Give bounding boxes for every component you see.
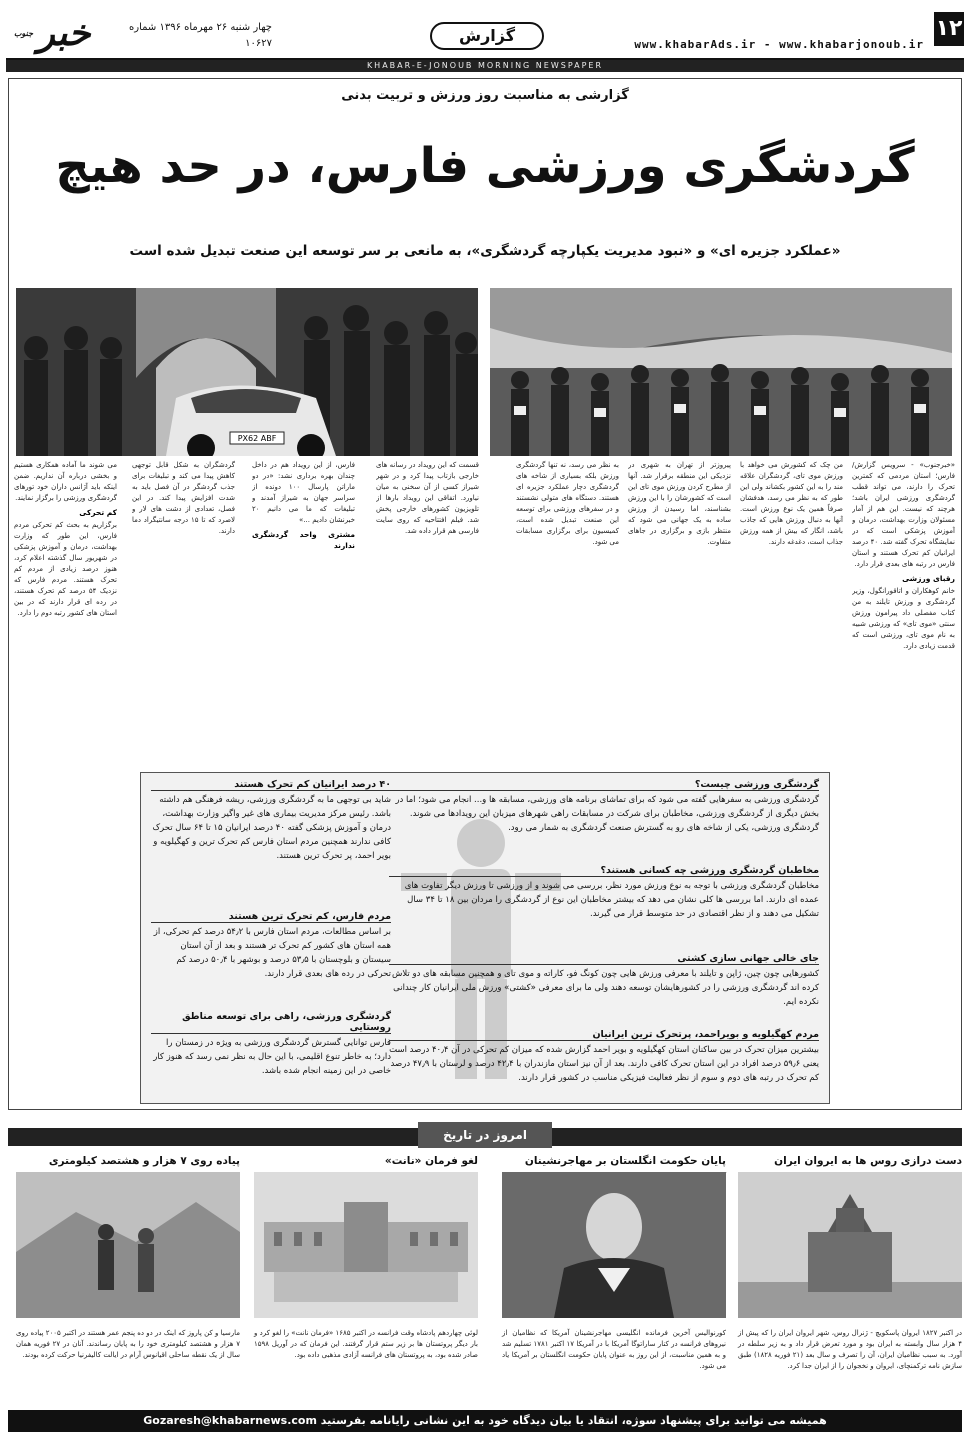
history-item-title: لغو فرمان «نانت»: [384, 1155, 478, 1167]
article-column-1: [852, 460, 955, 1120]
column-text: گردشگران به شکل قابل توجهی کاهش پیدا می کند و تبلیغات برای جذب گردشگر در آن فصل باید به شدت افزایش پیدا کند. در این فصل، تعدادی از دشت های لار و لاصرد که تا ۱۵ درجه سانتیگراد دما دارند.: [132, 461, 235, 535]
history-item-3: [254, 1152, 478, 1420]
article-column-3: [628, 460, 731, 756]
newspaper-strap: KHABAR-E-JONOUB MORNING NEWSPAPER: [6, 60, 964, 72]
info-title: مردم فارس، کم تحرک ترین هستند: [151, 911, 391, 923]
info-title: ۴۰ درصد ایرانیان کم تحرک هستند: [151, 779, 391, 791]
article-column-6: [252, 460, 355, 756]
history-item-title: پایان حکومت انگلستان بر مهاجرنشینان: [524, 1155, 726, 1167]
column-text: من چک که کشورش می خواهد با ورزش موی تای، گردشگران علاقه مند را به این کشور بکشاند ولی این طور که به نظر می رسد، هدفشان صرفاً همین یک نوع ورزش است. آنها به دنبال ورزش هایی که جاذب باشد، انگار که بیش از همه ورزش جذاب است، دغدغه دارند.: [740, 461, 843, 546]
article-column-2: [740, 460, 843, 756]
logo-text: خبر: [37, 12, 91, 54]
article-column-8: [14, 460, 117, 1120]
info-text: کشورهایی چون چین، ژاپن و تایلند با معرفی ورزش هایی چون کونگ فو، کاراته و موی تای و همچنین مسابقه های دو تلاش کرده اند گردشگری ورزشی را در کشورهایشان توسعه دهند ولی ما برای معرفی «کشتی» ورزش ملی ایرانیان کار چندانی نکرده ایم.: [391, 969, 819, 1007]
info-title: مخاطبان گردشگری ورزشی چه کسانی هستند؟: [389, 865, 819, 877]
info-title: جای خالی جهانی سازی کشتی: [389, 953, 819, 965]
website-links[interactable]: www.khabarAds.ir - www.khabarjonoub.ir: [634, 38, 924, 51]
logo-subtitle: جنوب: [14, 28, 34, 38]
history-title: امروز در تاریخ: [418, 1122, 552, 1148]
marathon-runners-photo: [490, 288, 952, 456]
info-text: گردشگری ورزشی به سفرهایی گفته می شود که برای تماشای برنامه های ورزشی، مسابقه ها و... انجام می شود؛ اما در بخش دیگری از گردشگری ورزشی، مخاطبان برای شرکت در مسابقات راهی شهرهای میزبان این رویدادها می شوند. گردشگری ورزشی، یکی از شاخه های رو به گسترش صنعت گردشگری به شمار می رود.: [395, 795, 819, 833]
history-item-4: [16, 1152, 240, 1420]
info-text: مخاطبان گردشگری ورزشی با توجه به نوع ورزش مورد نظر، بررسی می شوند و از ورزشی تا ورزش دیگر تفاوت های عمده ای دارند. اما بررسی ها کلی نشان می دهد که بیشتر مخاطبان این نوع از گردشگری را مردان بین ۱۸ تا ۳۴ سال تشکیل می دهند و از نظر اقتصادی در حد متوسط قرار می گیرند.: [404, 881, 819, 919]
license-plate-text: PX62 ABF: [237, 434, 277, 443]
column-text: می شوند ما آماده همکاری هستیم و بخشی درباره آن نداریم. ضمن اینکه باید آژانس داران خود تورهای گردشگری ورزشی را برگزار نمایند.: [14, 461, 117, 502]
column-text: «خبرجنوب» - سرویس گزارش/ فارس؛ استان مردمی که کمترین تحرک را دارند، می تواند قطب گردشگری ورزشی ایران باشد؛ هرچند که نیست. این هم از آمار مسئولان وزارت بهداشت، درمان و آموزش پزشکی است که در نمایشگاه تحرک گفته شد. ۴۰ درصد ایرانیان کم تحرک هستند و استان فارس در رتبه های بعدی قرار دارد.: [852, 461, 955, 568]
page-number: ۱۲: [934, 12, 964, 46]
section-label: گزارش: [430, 22, 544, 50]
column-text: فارس، از این رویداد هم در داخل چندان بهره برداری نشد: «در دو ماراتن پارسال ۱۰۰ دونده از سراسر جهان به شیراز آمدند و تبلیغات که ما می دانیم ۲۰ خبرنشان دادیم ...»: [252, 461, 355, 524]
column-text: پیروزتر از تهران به شهری در نزدیکی این منطقه برقرار شد. آنها از مطرح کردن ورزش موی تای این است که کشورشان را با این ورزش بشناسند، اما رسیدن از ورزش ساده به یک جهانی می شود که منتظر بازی و برگزاری در جاهای متفاوت.: [628, 461, 731, 546]
footer-contact[interactable]: همیشه می توانید برای پیشنهاد سوژه، انتقاد یا بیان دیدگاه خود به این نشانی رایانامه بفرستید Gozaresh@khabarnews.com: [8, 1410, 962, 1432]
history-item-text: لوئی چهاردهم پادشاه وقت فرانسه در اکتبر ۱۶۸۵ «فرمان نانت» را لغو کرد و بار دیگر پروتستان ها بر زیر ستم قرار گرفتند. این فرمان که در آوریل ۱۵۹۸ صادر شده بود، به پروتستان های فرانسه آزادی مذهبی داده بود.: [254, 1329, 478, 1359]
history-item-1: [738, 1152, 962, 1420]
infographic-box: [140, 772, 830, 1104]
info-text: فارس توانایی گسترش گردشگری ورزشی به ویژه در زمستان را دارد؛ به خاطر تنوع اقلیمی، با این حال به نظر نمی رسد که هنوز کار خاصی در این زمینه انجام شده باشد.: [153, 1038, 391, 1076]
info-block-kohgiluyeh: [389, 1029, 819, 1085]
info-title: مردم کهگیلویه و بویراحمد، پرتحرک ترین ایرانیان: [389, 1029, 819, 1041]
info-block-fars-least-active: [151, 911, 391, 981]
article-headline: گردشگری ورزشی فارس، در حد هیچ: [55, 138, 915, 194]
history-item-text: کورنوالیس آخرین فرمانده انگلیسی مهاجرنشینان آمریکا که نظامیان از نیروهای فرانسه در کنار ساراتوگا آمریکا با در آمریکا ۱۷ اکتبر ۱۷۸۱ تسلیم شد و به همین مناسبت، از این روز به عنوان پایان حکومت انگلستان بر آمریکا یاد می شود.: [502, 1329, 726, 1370]
info-block-what-is: [389, 779, 819, 835]
column-subheading: رقبای ورزشی: [902, 574, 955, 583]
info-text: بیشترین میزان تحرک در بین ساکنان استان کهگیلویه و بویر احمد گزارش شده که میزان کم تحرکی در آن ۴۰٫۴ درصد است یعنی ۵۹٫۶ درصد افراد در این استان تحرک کافی دارند. بعد از آن نیز استان مازندران با ۴۲٫۴ درصد و لرستان با ۴۷٫۹ درصد کم تحرک در رتبه های دوم و سوم از نظر فعالیت فیزیکی مناسب در کشور قرار دارند.: [389, 1045, 819, 1083]
history-item-text: مارسیا و کن پاروز که اینک در دو ده پنجم عمر هستند در اکتبر ۲۰۰۵ پیاده روی ۷ هزار و هشتصد کیلومتری خود را به پایان رساندند. آنان در ۲۷ فوریه همان سال از یک نقطه ساحلی اقیانوس آرام در ایالت کالیفرنیا حرکت کرده بودند.: [16, 1329, 240, 1359]
column-text: به نظر می رسد، نه تنها گردشگری ورزش بلکه بسیاری از شاخه های گردشگری دچار عملکرد جزیره ای هستند. دستگاه های متولی نشستند و در سفرهای ورزشی برای توسعه این صنعت تبدیل شده است، کمیسیون برای برگزاری مسابقات می شود.: [516, 461, 619, 546]
history-item-2: [502, 1152, 726, 1420]
info-text: بر اساس مطالعات، مردم استان فارس با ۵۴٫۲ درصد کم تحرکی، از همه استان های کشور کم تحرک تر هستند و بعد از آن استان سیستان و بلوچستان با ۵۳٫۵ درصد و بوشهر با ۵۰٫۴ درصد کم تحرکی در رده های بعدی قرار دارند.: [153, 927, 391, 979]
column-text: برگزاریم به بحث کم تحرکی مردم فارس، این طور که وزارت بهداشت، درمان و آموزش پزشکی در شهریور سال گذشته اعلام کرد، هنوز درصد زیادی از مردم کم تحرک هستند. مردم فارس که نزدیک ۵۴ درصد کم تحرک هستند، در رده ای قرار دارند که در بین استان های کشور رتبه دوم را دارد.: [14, 521, 117, 617]
rally-car-photo: [16, 288, 478, 456]
article-column-7: [132, 460, 235, 756]
history-item-text: در اکتبر ۱۸۲۷ ایروان پاسکویچ - ژنرال روس، شهر ایروان ایران را که پیش از ۴ هزار سال وابسته به ایران بود و مورد تعرض قرار داد و به زیر سلطه در آورد. به سبب نظامیان ایران، آن را تصرف و سال بعد (۲۱ فوریه ۱۸۲۸) طبق سازش نامه ترکمنچای، ایروان و نخجوان را از ایران جدا کرد.: [738, 1329, 963, 1370]
info-title: گردشگری ورزشی چیست؟: [389, 779, 819, 791]
palace-engraving: [254, 1172, 478, 1318]
issue-dateline: چهار شنبه ۲۶ مهرماه ۱۳۹۶ شماره ۱۰۶۲۷: [129, 22, 272, 49]
article-column-5: [376, 460, 479, 756]
column-subheading: کم تحرکی: [79, 508, 117, 517]
church-photo: [738, 1172, 962, 1318]
info-block-rural-development: [151, 1011, 391, 1078]
cornwallis-portrait: [502, 1172, 726, 1318]
article-column-4: [516, 460, 619, 756]
history-item-title: دست درازی روس ها به ایروان ایران: [774, 1155, 962, 1167]
column-subheading: مشتری واحد گردشگری ندارند: [252, 530, 355, 550]
info-title: گردشگری ورزشی، راهی برای توسعه مناطق روستایی: [151, 1011, 391, 1034]
info-block-inactive-iranians: [151, 779, 391, 863]
newspaper-logo: [10, 12, 118, 54]
info-block-wrestling: [389, 953, 819, 1009]
column-text: قسمت که این رویداد در رسانه های خارجی بازتاب پیدا کرد و در شهر شیراز کسی از آن سخنی به میان نیاورد. اتفاقی این رویداد بارها از تلویزیون کشورهای خارجی پخش شد. فیلم افتتاحیه که روی سایت فارسی هم قرار داده شد.: [376, 461, 479, 535]
history-item-title: پیاده روی ۷ هزار و هشتصد کیلومتری: [48, 1155, 240, 1167]
masthead: [6, 8, 964, 60]
article-kicker: گزارشی به مناسبت روز ورزش و تربیت بدنی: [341, 88, 629, 103]
info-block-audience: [389, 865, 819, 921]
column-text: خانم کوهکاران و اتاقورانگول، وزیر گردشگری و ورزش تایلند به من کتاب مفصلی داد پیرامون ورزش سنتی «موی تای» که ورزشی شبیه به نام موی تای، ورزشی است که قدمت زیادی دارد.: [852, 587, 955, 650]
article-subhead: «عملکرد جزیره ای» و «نبود مدیریت یکپارچه گردشگری»، به مانعی بر سر توسعه این صنعت تبدیل شده است: [129, 243, 841, 259]
hikers-photo: [16, 1172, 240, 1318]
info-text: شاید بی توجهی ما به گردشگری ورزشی، ریشه فرهنگی هم داشته باشد. رئیس مرکز مدیریت بیماری های غیر واگیر وزارت بهداشت، درمان و آموزش پزشکی گفته ۴۰ درصد ایرانیان ۱۵ تا ۶۴ سال تحرک کافی ندارند همچنین مردم استان فارس کم تحرک ترین و کهگیلویه و بویر احمد، پر تحرک ترین هستند.: [152, 795, 391, 861]
